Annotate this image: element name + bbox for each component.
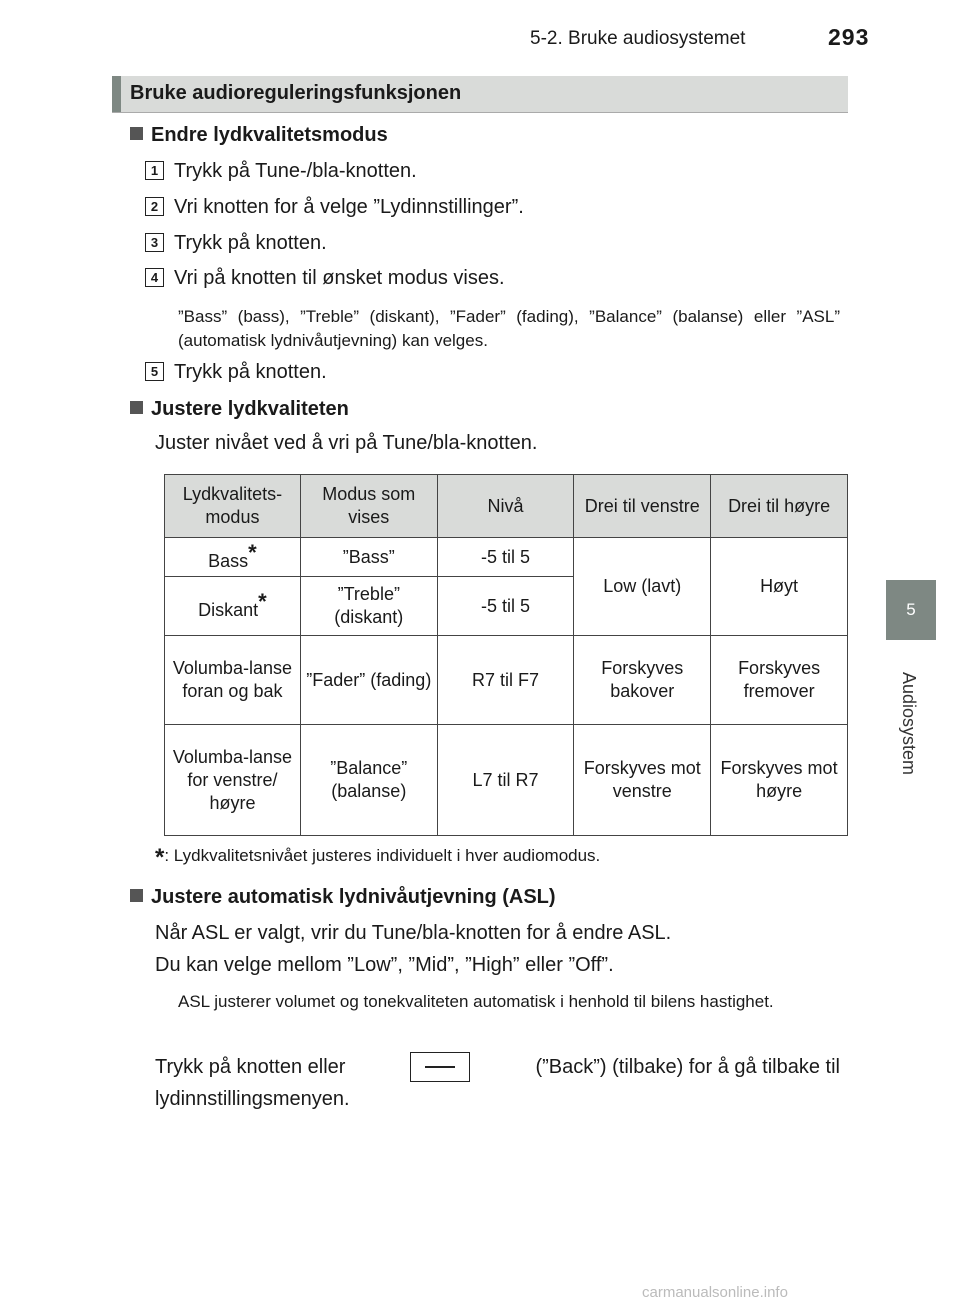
page-number: 293 xyxy=(828,24,870,50)
table-cell: Forskyves mot venstre xyxy=(574,725,711,836)
subheading-adjust-quality: Justere lydkvaliteten xyxy=(130,398,349,421)
table-cell: ”Bass” xyxy=(300,538,437,577)
table-cell: R7 til F7 xyxy=(437,636,574,725)
table-header: Modus som vises xyxy=(300,475,437,538)
step-3: 3 Trykk på knotten. xyxy=(145,232,327,255)
table-row xyxy=(165,636,848,725)
square-bullet-icon xyxy=(130,127,143,140)
asl-text-1: Når ASL er valgt, vrir du Tune/bla-knotten for å endre ASL. xyxy=(155,922,672,944)
mode-options-note: ”Bass” (bass), ”Treble” (diskant), ”Fader” (fading), ”Balance” (balanse) eller ”ASL” (automatisk lydnivåutjevning) kan velges. xyxy=(178,307,840,350)
step-1: 1 Trykk på Tune-/bla-knotten. xyxy=(145,160,417,183)
subheading-asl: Justere automatisk lydnivåutjevning (ASL) xyxy=(130,886,556,909)
subheading-sound-mode: Endre lydkvalitetsmodus xyxy=(130,124,388,147)
table-cell: ”Fader” (fading) xyxy=(300,636,437,725)
table-header: Drei til venstre xyxy=(574,475,711,538)
square-bullet-icon xyxy=(130,889,143,902)
watermark: carmanualsonline.info xyxy=(642,1284,788,1301)
table-cell: Low (lavt) xyxy=(574,538,711,636)
step-2: 2 Vri knotten for å velge ”Lydinnstillinger”. xyxy=(145,196,524,219)
table-cell: Volumba-lanse foran og bak xyxy=(165,636,301,725)
sound-level-table xyxy=(164,474,848,836)
table-cell: -5 til 5 xyxy=(437,577,574,636)
table-footnote: *: Lydkvalitetsnivået justeres individuelt i hver audiomodus. xyxy=(155,844,601,871)
table-cell: Bass* xyxy=(165,538,301,577)
chapter-tab-label: Audiosystem xyxy=(886,642,936,847)
back-instruction-cont: lydinnstillingsmenyen. xyxy=(155,1088,350,1110)
table-cell: Høyt xyxy=(711,538,848,636)
table-header-row xyxy=(165,475,848,538)
table-cell: L7 til R7 xyxy=(437,725,574,836)
section-accent xyxy=(112,76,121,112)
chapter-tab-number: 5 xyxy=(886,580,936,640)
table-cell: Volumba-lanse for venstre/ høyre xyxy=(165,725,301,836)
table-cell: ”Balance” (balanse) xyxy=(300,725,437,836)
table-cell: Forskyves fremover xyxy=(711,636,848,725)
chapter-heading: 5-2. Bruke audiosystemet xyxy=(530,28,746,49)
table-cell: ”Treble” (diskant) xyxy=(300,577,437,636)
table-header: Nivå xyxy=(437,475,574,538)
asl-text-2: Du kan velge mellom ”Low”, ”Mid”, ”High” eller ”Off”. xyxy=(155,954,614,976)
table-cell: -5 til 5 xyxy=(437,538,574,577)
step-5: 5 Trykk på knotten. xyxy=(145,361,327,384)
step-4: 4 Vri på knotten til ønsket modus vises. xyxy=(145,267,505,290)
section-title-bar xyxy=(112,76,848,113)
back-button-icon xyxy=(410,1052,470,1082)
adjust-quality-text: Juster nivået ved å vri på Tune/bla-knotten. xyxy=(155,432,538,454)
table-row xyxy=(165,725,848,836)
table-cell: Forskyves mot høyre xyxy=(711,725,848,836)
section-title: Bruke audioreguleringsfunksjonen xyxy=(130,82,462,104)
back-instruction: Trykk på knotten eller (”Back”) (tilbake) for å gå tilbake til xyxy=(155,1052,840,1082)
asl-note: ASL justerer volumet og tonekvaliteten automatisk i henhold til bilens hastighet. xyxy=(178,992,774,1011)
square-bullet-icon xyxy=(130,401,143,414)
table-row xyxy=(165,538,848,577)
table-cell: Forskyves bakover xyxy=(574,636,711,725)
table-header: Drei til høyre xyxy=(711,475,848,538)
table-cell: Diskant* xyxy=(165,577,301,636)
table-header: Lydkvalitets-modus xyxy=(165,475,301,538)
